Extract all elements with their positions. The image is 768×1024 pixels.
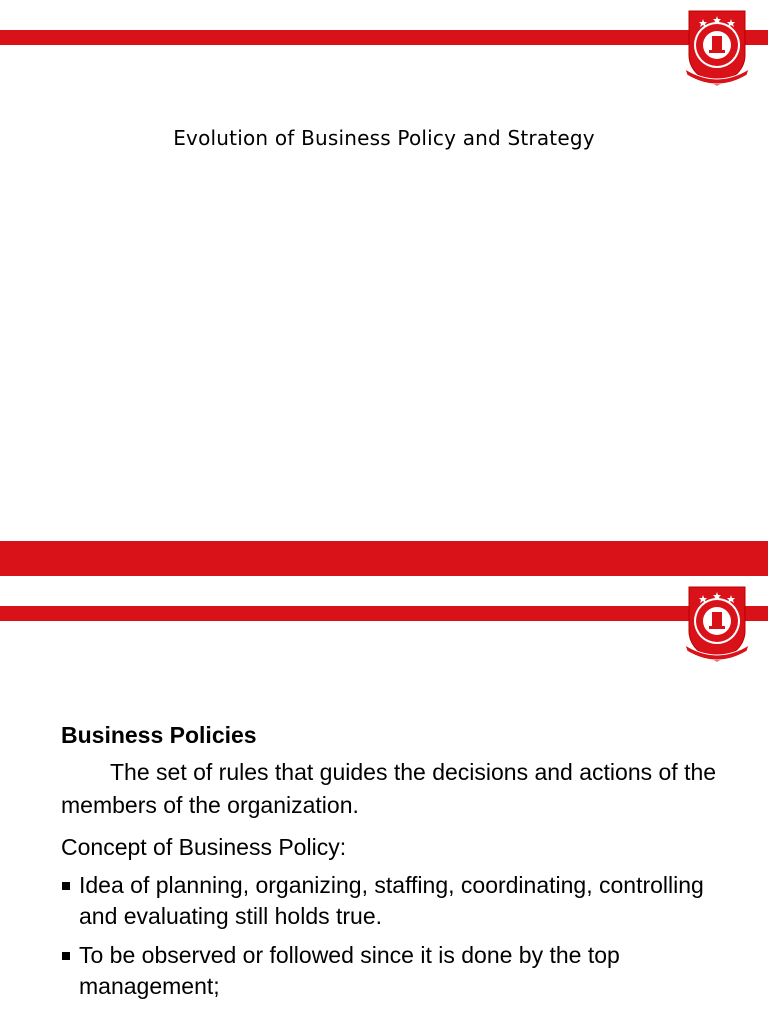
slide-divider-bar	[0, 541, 768, 576]
college-seal-icon	[683, 5, 751, 90]
slide-2	[0, 576, 768, 1024]
slide-title: Evolution of Business Policy and Strategy	[173, 126, 595, 150]
bullet-item	[61, 870, 741, 932]
bullet-text: To be observed or followed since it is done by the top management;	[79, 942, 620, 999]
slide-content	[61, 718, 741, 1010]
header-red-bar	[0, 30, 768, 45]
bullet-square-icon	[62, 952, 70, 960]
college-seal-icon	[683, 581, 751, 666]
section-heading: Business Policies	[61, 722, 257, 748]
header-red-bar	[0, 606, 768, 621]
concept-label: Concept of Business Policy:	[61, 834, 347, 860]
college-seal-logo	[683, 581, 751, 666]
definition-paragraph: The set of rules that guides the decisions and actions of the members of the organization.	[61, 759, 717, 818]
college-seal-logo	[683, 5, 751, 90]
bullet-text: Idea of planning, organizing, staffing, coordinating, controlling and evaluating still holds true.	[79, 872, 704, 929]
bullet-item	[61, 940, 741, 1002]
bullet-square-icon	[62, 882, 70, 890]
